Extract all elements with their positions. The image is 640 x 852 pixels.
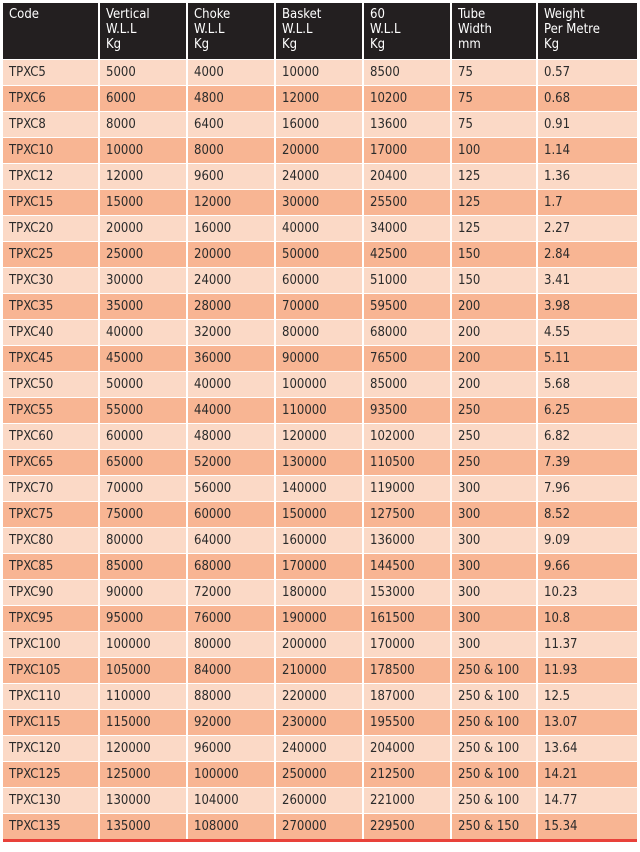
cell-code: TPXC100 — [3, 632, 100, 657]
cell-code: TPXC40 — [3, 320, 100, 345]
table-row — [3, 241, 637, 267]
cell-choke-wll: 64000 — [188, 528, 276, 553]
cell-choke-wll: 28000 — [188, 294, 276, 319]
cell-vertical-wll: 135000 — [100, 814, 188, 839]
cell-basket-wll: 120000 — [276, 424, 364, 449]
cell-choke-wll: 40000 — [188, 372, 276, 397]
table-header — [3, 3, 637, 59]
cell-vertical-wll: 45000 — [100, 346, 188, 371]
table-row — [3, 761, 637, 787]
cell-60-wll: 13600 — [364, 112, 452, 137]
cell-tube-width: 250 & 100 — [452, 736, 538, 761]
cell-code: TPXC8 — [3, 112, 100, 137]
cell-vertical-wll: 50000 — [100, 372, 188, 397]
cell-tube-width: 250 & 100 — [452, 710, 538, 735]
cell-weight-per-metre: 3.41 — [544, 273, 571, 288]
cell-code: TPXC80 — [3, 528, 100, 553]
cell-tube-width: 75 — [452, 60, 538, 85]
cell-vertical-wll: 85000 — [100, 554, 188, 579]
cell-weight-per-metre: 6.25 — [544, 403, 571, 418]
cell-tube-width: 300 — [452, 528, 538, 553]
cell-basket-wll: 30000 — [276, 190, 364, 215]
cell-choke-wll: 88000 — [188, 684, 276, 709]
table-row — [3, 657, 637, 683]
cell-vertical-wll: 12000 — [100, 164, 188, 189]
table-row — [3, 449, 637, 475]
cell-choke-wll: 104000 — [188, 788, 276, 813]
cell-basket-wll: 240000 — [276, 736, 364, 761]
cell-60-wll: 34000 — [364, 216, 452, 241]
cell-vertical-wll: 6000 — [100, 86, 188, 111]
cell-tube-width: 300 — [452, 502, 538, 527]
cell-weight-per-metre: 12.5 — [544, 689, 571, 704]
cell-vertical-wll: 120000 — [100, 736, 188, 761]
cell-basket-wll: 20000 — [276, 138, 364, 163]
cell-vertical-wll: 35000 — [100, 294, 188, 319]
table-row — [3, 683, 637, 709]
cell-60-wll: 51000 — [364, 268, 452, 293]
cell-choke-wll: 48000 — [188, 424, 276, 449]
cell-basket-wll: 180000 — [276, 580, 364, 605]
cell-choke-wll: 4800 — [188, 86, 276, 111]
cell-basket-wll: 12000 — [276, 86, 364, 111]
table-row — [3, 579, 637, 605]
cell-choke-wll: 44000 — [188, 398, 276, 423]
cell-weight-per-metre: 8.52 — [544, 507, 571, 522]
table-row — [3, 475, 637, 501]
cell-choke-wll: 80000 — [188, 632, 276, 657]
cell-tube-width: 125 — [452, 164, 538, 189]
cell-code: TPXC50 — [3, 372, 100, 397]
cell-basket-wll: 100000 — [276, 372, 364, 397]
cell-weight-per-metre: 5.11 — [544, 351, 571, 366]
cell-basket-wll: 50000 — [276, 242, 364, 267]
cell-code: TPXC12 — [3, 164, 100, 189]
cell-basket-wll: 250000 — [276, 762, 364, 787]
cell-choke-wll: 4000 — [188, 60, 276, 85]
cell-tube-width: 250 — [452, 450, 538, 475]
cell-tube-width: 75 — [452, 112, 538, 137]
cell-weight-per-metre: 7.96 — [544, 481, 571, 496]
cell-weight-per-metre: 11.93 — [544, 663, 578, 678]
cell-vertical-wll: 115000 — [100, 710, 188, 735]
cell-choke-wll: 72000 — [188, 580, 276, 605]
cell-60-wll: 8500 — [364, 60, 452, 85]
cell-60-wll: 10200 — [364, 86, 452, 111]
cell-weight-per-metre: 13.64 — [544, 741, 578, 756]
cell-choke-wll: 36000 — [188, 346, 276, 371]
cell-basket-wll: 80000 — [276, 320, 364, 345]
cell-basket-wll: 160000 — [276, 528, 364, 553]
cell-60-wll: 42500 — [364, 242, 452, 267]
cell-weight-per-metre: 13.07 — [544, 715, 578, 730]
cell-code: TPXC120 — [3, 736, 100, 761]
cell-weight-per-metre: 9.09 — [544, 533, 571, 548]
cell-vertical-wll: 65000 — [100, 450, 188, 475]
cell-choke-wll: 84000 — [188, 658, 276, 683]
cell-60-wll: 195500 — [364, 710, 452, 735]
cell-code: TPXC60 — [3, 424, 100, 449]
cell-vertical-wll: 55000 — [100, 398, 188, 423]
cell-vertical-wll: 8000 — [100, 112, 188, 137]
cell-basket-wll: 190000 — [276, 606, 364, 631]
header-choke-wll: Choke W.L.L Kg — [188, 3, 276, 59]
cell-basket-wll: 260000 — [276, 788, 364, 813]
cell-60-wll: 68000 — [364, 320, 452, 345]
table-row — [3, 527, 637, 553]
cell-tube-width: 200 — [452, 372, 538, 397]
cell-tube-width: 250 & 100 — [452, 788, 538, 813]
table-row — [3, 735, 637, 761]
cell-60-wll: 161500 — [364, 606, 452, 631]
cell-vertical-wll: 95000 — [100, 606, 188, 631]
cell-tube-width: 150 — [452, 268, 538, 293]
cell-choke-wll: 100000 — [188, 762, 276, 787]
cell-60-wll: 102000 — [364, 424, 452, 449]
cell-basket-wll: 130000 — [276, 450, 364, 475]
cell-weight-per-metre: 10.23 — [544, 585, 578, 600]
cell-choke-wll: 6400 — [188, 112, 276, 137]
cell-choke-wll: 24000 — [188, 268, 276, 293]
cell-weight-per-metre: 1.7 — [544, 195, 563, 210]
cell-choke-wll: 56000 — [188, 476, 276, 501]
cell-basket-wll: 10000 — [276, 60, 364, 85]
table-row — [3, 59, 637, 85]
cell-weight-per-metre: 2.27 — [544, 221, 571, 236]
cell-vertical-wll: 110000 — [100, 684, 188, 709]
cell-tube-width: 75 — [452, 86, 538, 111]
cell-code: TPXC130 — [3, 788, 100, 813]
cell-60-wll: 178500 — [364, 658, 452, 683]
cell-vertical-wll: 100000 — [100, 632, 188, 657]
cell-code: TPXC30 — [3, 268, 100, 293]
cell-basket-wll: 90000 — [276, 346, 364, 371]
cell-basket-wll: 200000 — [276, 632, 364, 657]
cell-code: TPXC90 — [3, 580, 100, 605]
cell-code: TPXC10 — [3, 138, 100, 163]
cell-code: TPXC125 — [3, 762, 100, 787]
cell-basket-wll: 140000 — [276, 476, 364, 501]
cell-choke-wll: 60000 — [188, 502, 276, 527]
cell-tube-width: 300 — [452, 476, 538, 501]
cell-60-wll: 110500 — [364, 450, 452, 475]
cell-60-wll: 144500 — [364, 554, 452, 579]
table-row — [3, 787, 637, 813]
cell-code: TPXC25 — [3, 242, 100, 267]
cell-vertical-wll: 60000 — [100, 424, 188, 449]
cell-choke-wll: 68000 — [188, 554, 276, 579]
cell-60-wll: 17000 — [364, 138, 452, 163]
cell-basket-wll: 270000 — [276, 814, 364, 839]
table-row — [3, 553, 637, 579]
cell-weight-per-metre: 0.68 — [544, 91, 571, 106]
cell-code: TPXC65 — [3, 450, 100, 475]
cell-choke-wll: 96000 — [188, 736, 276, 761]
cell-choke-wll: 108000 — [188, 814, 276, 839]
cell-60-wll: 153000 — [364, 580, 452, 605]
table-row — [3, 371, 637, 397]
cell-tube-width: 100 — [452, 138, 538, 163]
cell-basket-wll: 220000 — [276, 684, 364, 709]
cell-tube-width: 125 — [452, 216, 538, 241]
table-body — [3, 59, 637, 839]
cell-code: TPXC75 — [3, 502, 100, 527]
cell-vertical-wll: 25000 — [100, 242, 188, 267]
cell-code: TPXC105 — [3, 658, 100, 683]
cell-code: TPXC85 — [3, 554, 100, 579]
cell-60-wll: 212500 — [364, 762, 452, 787]
table-row — [3, 111, 637, 137]
cell-weight-per-metre: 14.21 — [544, 767, 578, 782]
cell-choke-wll: 76000 — [188, 606, 276, 631]
header-tube-width: Tube Width mm — [452, 3, 538, 59]
cell-tube-width: 200 — [452, 294, 538, 319]
table-row — [3, 319, 637, 345]
cell-code: TPXC70 — [3, 476, 100, 501]
cell-code: TPXC20 — [3, 216, 100, 241]
table-row — [3, 189, 637, 215]
cell-vertical-wll: 40000 — [100, 320, 188, 345]
cell-basket-wll: 110000 — [276, 398, 364, 423]
table-row — [3, 137, 637, 163]
cell-code: TPXC135 — [3, 814, 100, 839]
header-vertical-wll: Vertical W.L.L Kg — [100, 3, 188, 59]
table-row — [3, 397, 637, 423]
cell-tube-width: 250 — [452, 398, 538, 423]
cell-60-wll: 93500 — [364, 398, 452, 423]
cell-60-wll: 76500 — [364, 346, 452, 371]
cell-tube-width: 250 — [452, 424, 538, 449]
cell-vertical-wll: 20000 — [100, 216, 188, 241]
cell-60-wll: 59500 — [364, 294, 452, 319]
cell-choke-wll: 20000 — [188, 242, 276, 267]
cell-60-wll: 25500 — [364, 190, 452, 215]
table-row — [3, 293, 637, 319]
cell-vertical-wll: 75000 — [100, 502, 188, 527]
cell-tube-width: 200 — [452, 346, 538, 371]
cell-basket-wll: 60000 — [276, 268, 364, 293]
cell-choke-wll: 8000 — [188, 138, 276, 163]
cell-weight-per-metre: 0.57 — [544, 65, 571, 80]
cell-60-wll: 119000 — [364, 476, 452, 501]
cell-code: TPXC6 — [3, 86, 100, 111]
cell-choke-wll: 32000 — [188, 320, 276, 345]
cell-60-wll: 221000 — [364, 788, 452, 813]
cell-tube-width: 250 & 100 — [452, 762, 538, 787]
header-code: Code — [3, 3, 100, 59]
table-row — [3, 631, 637, 657]
cell-60-wll: 229500 — [364, 814, 452, 839]
cell-weight-per-metre: 4.55 — [544, 325, 571, 340]
table-row — [3, 85, 637, 111]
cell-weight-per-metre: 7.39 — [544, 455, 571, 470]
table-row — [3, 163, 637, 189]
cell-vertical-wll: 90000 — [100, 580, 188, 605]
cell-weight-per-metre: 10.8 — [544, 611, 571, 626]
cell-basket-wll: 40000 — [276, 216, 364, 241]
specs-table — [3, 3, 637, 842]
cell-basket-wll: 210000 — [276, 658, 364, 683]
cell-code: TPXC110 — [3, 684, 100, 709]
cell-code: TPXC5 — [3, 60, 100, 85]
table-row — [3, 423, 637, 449]
bottom-accent-line — [3, 839, 637, 842]
cell-60-wll: 20400 — [364, 164, 452, 189]
cell-tube-width: 300 — [452, 580, 538, 605]
cell-vertical-wll: 15000 — [100, 190, 188, 215]
cell-60-wll: 204000 — [364, 736, 452, 761]
table-row — [3, 267, 637, 293]
table-row — [3, 345, 637, 371]
header-60-wll: 60 W.L.L Kg — [364, 3, 452, 59]
cell-tube-width: 300 — [452, 554, 538, 579]
cell-tube-width: 250 & 150 — [452, 814, 538, 839]
header-weight-per-metre: Weight Per Metre Kg — [544, 7, 600, 52]
cell-code: TPXC55 — [3, 398, 100, 423]
cell-tube-width: 250 & 100 — [452, 684, 538, 709]
cell-weight-per-metre: 3.98 — [544, 299, 571, 314]
cell-code: TPXC95 — [3, 606, 100, 631]
cell-60-wll: 85000 — [364, 372, 452, 397]
cell-weight-per-metre: 14.77 — [544, 793, 578, 808]
cell-tube-width: 150 — [452, 242, 538, 267]
cell-tube-width: 125 — [452, 190, 538, 215]
cell-60-wll: 170000 — [364, 632, 452, 657]
cell-tube-width: 200 — [452, 320, 538, 345]
cell-tube-width: 300 — [452, 632, 538, 657]
cell-vertical-wll: 130000 — [100, 788, 188, 813]
cell-tube-width: 300 — [452, 606, 538, 631]
table-row — [3, 215, 637, 241]
cell-weight-per-metre: 15.34 — [544, 819, 578, 834]
cell-tube-width: 250 & 100 — [452, 658, 538, 683]
cell-choke-wll: 9600 — [188, 164, 276, 189]
cell-60-wll: 136000 — [364, 528, 452, 553]
cell-basket-wll: 70000 — [276, 294, 364, 319]
cell-vertical-wll: 80000 — [100, 528, 188, 553]
cell-code: TPXC115 — [3, 710, 100, 735]
cell-60-wll: 187000 — [364, 684, 452, 709]
cell-basket-wll: 16000 — [276, 112, 364, 137]
cell-weight-per-metre: 0.91 — [544, 117, 571, 132]
cell-vertical-wll: 5000 — [100, 60, 188, 85]
cell-basket-wll: 170000 — [276, 554, 364, 579]
cell-basket-wll: 150000 — [276, 502, 364, 527]
cell-choke-wll: 16000 — [188, 216, 276, 241]
cell-code: TPXC45 — [3, 346, 100, 371]
table-row — [3, 709, 637, 735]
cell-code: TPXC35 — [3, 294, 100, 319]
header-basket-wll: Basket W.L.L Kg — [276, 3, 364, 59]
cell-weight-per-metre: 5.68 — [544, 377, 571, 392]
cell-basket-wll: 230000 — [276, 710, 364, 735]
cell-weight-per-metre: 6.82 — [544, 429, 571, 444]
cell-weight-per-metre: 1.14 — [544, 143, 571, 158]
cell-60-wll: 127500 — [364, 502, 452, 527]
table-row — [3, 605, 637, 631]
cell-vertical-wll: 70000 — [100, 476, 188, 501]
cell-basket-wll: 24000 — [276, 164, 364, 189]
cell-choke-wll: 12000 — [188, 190, 276, 215]
table-row — [3, 813, 637, 839]
cell-vertical-wll: 30000 — [100, 268, 188, 293]
cell-weight-per-metre: 2.84 — [544, 247, 571, 262]
table-row — [3, 501, 637, 527]
cell-choke-wll: 92000 — [188, 710, 276, 735]
cell-code: TPXC15 — [3, 190, 100, 215]
cell-choke-wll: 52000 — [188, 450, 276, 475]
cell-weight-per-metre: 1.36 — [544, 169, 571, 184]
cell-weight-per-metre: 9.66 — [544, 559, 571, 574]
cell-vertical-wll: 125000 — [100, 762, 188, 787]
cell-weight-per-metre: 11.37 — [544, 637, 578, 652]
cell-vertical-wll: 10000 — [100, 138, 188, 163]
cell-vertical-wll: 105000 — [100, 658, 188, 683]
